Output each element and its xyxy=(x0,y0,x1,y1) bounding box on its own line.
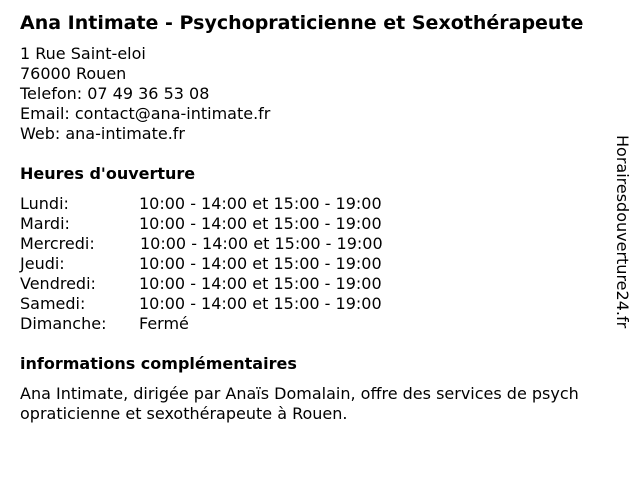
time-range: Fermé xyxy=(139,314,189,333)
city-address: 76000 Rouen xyxy=(20,64,127,83)
time-range: 10:00 - 14:00 et 15:00 - 19:00 xyxy=(139,294,382,313)
phone-line: Telefon: 07 49 36 53 08 xyxy=(20,84,210,103)
side-brand-watermark xyxy=(612,135,632,345)
time-range: 10:00 - 14:00 et 15:00 - 19:00 xyxy=(139,254,382,273)
street-address: 1 Rue Saint-eloi xyxy=(20,44,146,63)
time-range: 10:00 - 14:00 et 15:00 - 19:00 xyxy=(139,194,382,213)
time-range: 10:00 - 14:00 et 15:00 - 19:00 xyxy=(139,274,382,293)
day-label: Mardi: xyxy=(20,214,70,233)
email-line: Email: contact@ana-intimate.fr xyxy=(20,104,271,123)
day-label: Jeudi: xyxy=(20,254,65,273)
business-title: Ana Intimate - Psychopraticienne et Sexothérapeute xyxy=(20,12,584,34)
additional-info-heading: informations complémentaires xyxy=(20,354,297,373)
day-label: Mercredi: xyxy=(20,234,95,253)
opening-hours-heading: Heures d'ouverture xyxy=(20,164,196,183)
day-label: Samedi: xyxy=(20,294,86,313)
business-description: Ana Intimate, dirigée par Anaïs Domalain, offre des services de psychopraticienne et sexothérapeute à Rouen. xyxy=(20,384,579,423)
time-range: 10:00 - 14:00 et 15:00 - 19:00 xyxy=(139,214,382,233)
address-block xyxy=(20,44,270,144)
day-label: Vendredi: xyxy=(20,274,96,293)
side-brand-text: Horairesdouverture24.fr xyxy=(613,135,632,329)
day-label: Dimanche: xyxy=(20,314,107,333)
time-range: 10:00 - 14:00 et 15:00 - 19:00 xyxy=(140,234,383,253)
web-line: Web: ana-intimate.fr xyxy=(20,124,185,143)
day-label: Lundi: xyxy=(20,194,69,213)
